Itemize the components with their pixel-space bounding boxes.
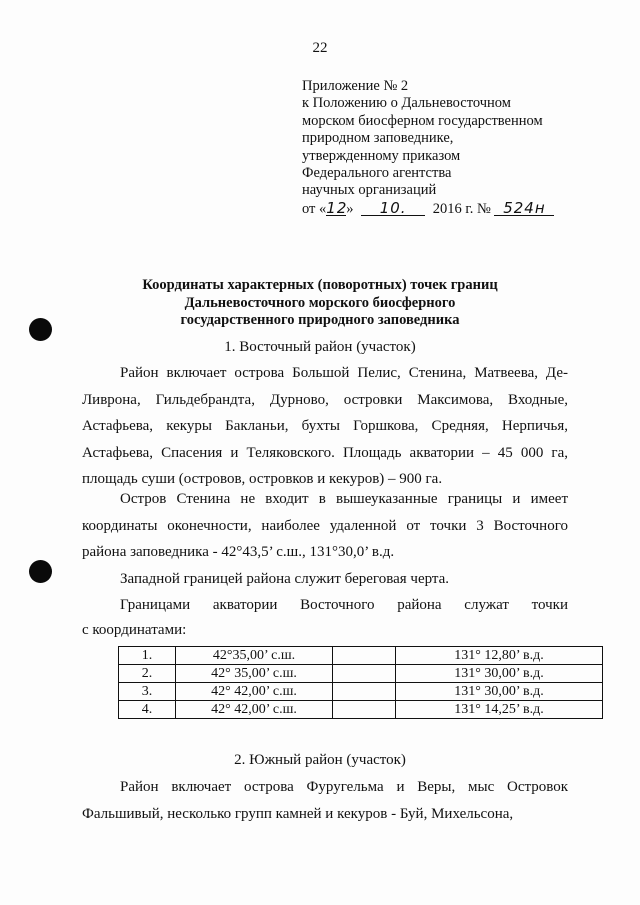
punch-hole-top: [29, 318, 52, 341]
empty-cell: [333, 647, 396, 665]
section-2-paragraph: Район включает острова Фуругельма и Веры, мыс Островок Фальшивый, несколько групп камней и кекуров - Буй, Михельсона,: [82, 779, 568, 822]
table-row: [119, 683, 603, 701]
table-row: [119, 701, 603, 719]
section-2-heading: 2. Южный район (участок): [234, 752, 406, 768]
document-title: [0, 277, 640, 330]
latitude-cell: 42° 35,00’ с.ш.: [176, 665, 333, 683]
section-1-paragraph: Район включает острова Большой Пелис, Стенина, Матвеева, Де-Ливрона, Гильдебрандта, Дурново, островки Максимова, Входные, Астафьева, кекуры Бакланьи, бухты Горшкова, Средняя, Нерпичья, Астафьева, Спасения и Теляковского. Площадь акватории – 45 000 га, площадь суши (островов, островков и кекуров) – 900 га.: [82, 365, 568, 488]
point-number: 2.: [119, 665, 176, 683]
point-number: 3.: [119, 683, 176, 701]
date-prefix: от «: [302, 200, 327, 217]
title-line: Координаты характерных (поворотных) точек границ: [142, 277, 498, 293]
date-month: 10.: [361, 201, 425, 216]
order-number: 524н: [494, 201, 554, 216]
latitude-cell: 42°35,00’ с.ш.: [176, 647, 333, 665]
latitude-cell: 42° 42,00’ с.ш.: [176, 701, 333, 719]
appendix-line: утвержденному приказом: [302, 147, 461, 164]
longitude-cell: 131° 12,80’ в.д.: [396, 647, 603, 665]
appendix-block: [302, 78, 554, 218]
appendix-line: природном заповеднике,: [302, 130, 454, 147]
date-year: 2016 г. №: [432, 200, 491, 217]
table-row: [119, 665, 603, 683]
appendix-line: морском биосферном государственном: [302, 112, 543, 129]
latitude-cell: 42° 42,00’ с.ш.: [176, 683, 333, 701]
appendix-line: научных организаций: [302, 182, 437, 199]
page-number: 22: [312, 40, 328, 56]
point-number: 1.: [119, 647, 176, 665]
point-number: 4.: [119, 701, 176, 719]
empty-cell: [333, 701, 396, 719]
title-line: государственного природного заповедника: [180, 312, 460, 328]
title-line: Дальневосточного морского биосферного: [184, 294, 456, 311]
appendix-line: Приложение № 2: [302, 78, 409, 94]
longitude-cell: 131° 30,00’ в.д.: [396, 665, 603, 683]
longitude-cell: 131° 30,00’ в.д.: [396, 683, 603, 701]
section-1-paragraph: Остров Стенина не входит в вышеуказанные границы и имеет координаты оконечности, наиболее удаленной от точки 3 Восточного района заповедника - 42°43,5’ с.ш., 131°30,0’ в.д.: [82, 491, 568, 561]
date-day: 12: [326, 198, 348, 217]
section-1-paragraph: с координатами:: [82, 622, 187, 638]
appendix-date-line: [302, 198, 554, 218]
punch-hole-bottom: [29, 560, 52, 583]
date-sep: »: [346, 200, 354, 217]
table-row: [119, 647, 603, 665]
section-1-paragraph: Западной границей района служит береговая черта.: [120, 571, 450, 587]
appendix-line: Федерального агентства: [302, 165, 452, 182]
empty-cell: [333, 665, 396, 683]
empty-cell: [333, 683, 396, 701]
appendix-line: к Положению о Дальневосточном: [302, 95, 511, 112]
coordinates-table: [118, 646, 603, 719]
section-1-heading: 1. Восточный район (участок): [224, 339, 416, 355]
section-1-paragraph: Границами акватории Восточного района служат точки: [120, 597, 568, 613]
longitude-cell: 131° 14,25’ в.д.: [396, 701, 603, 719]
